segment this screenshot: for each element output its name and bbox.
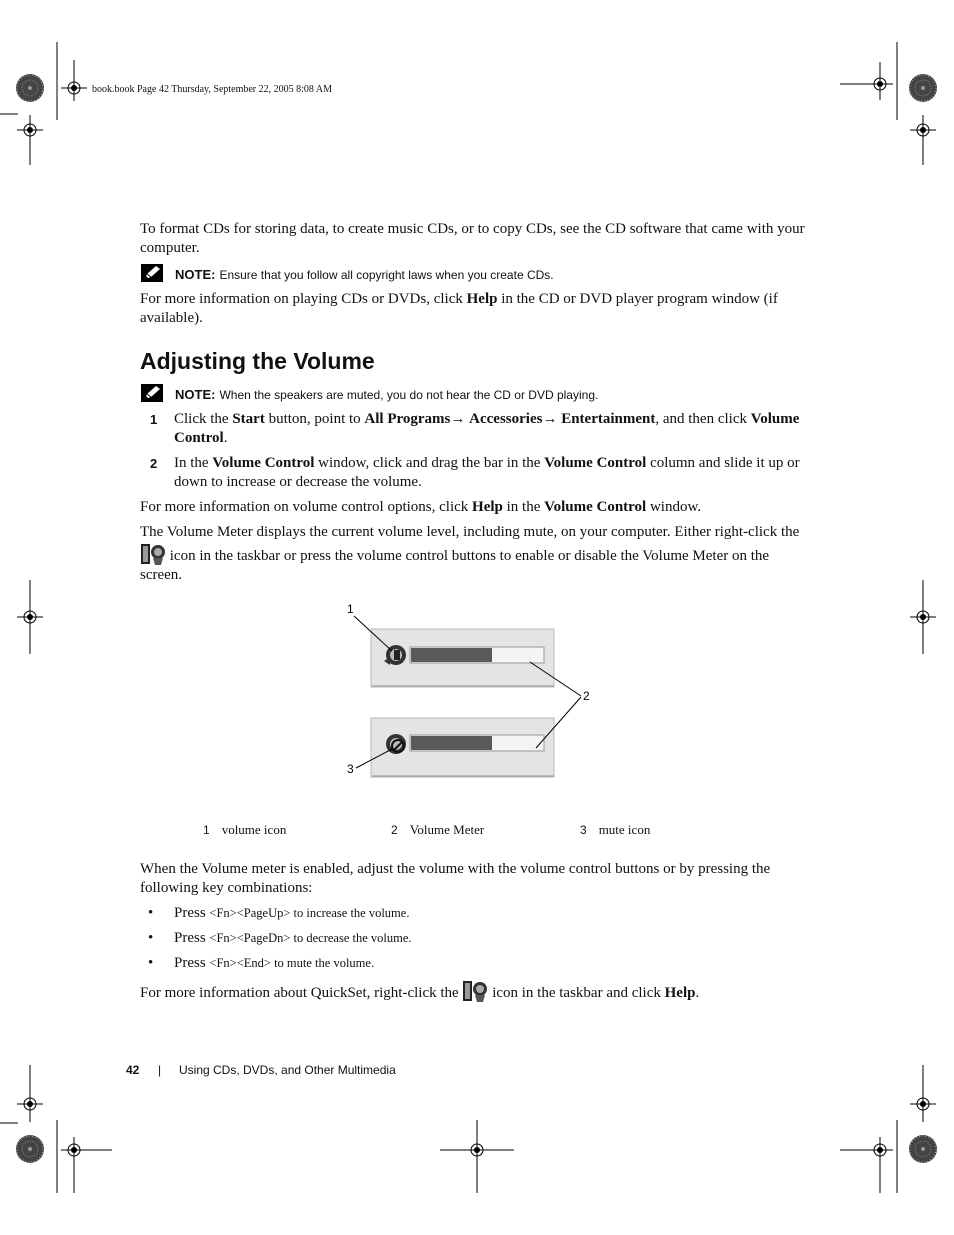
note-copyright (175, 266, 815, 284)
legend-item: 2 Volume Meter (391, 822, 485, 837)
note-label: NOTE: (175, 267, 216, 282)
step-number: 1 (150, 412, 158, 427)
quickset-icon (462, 979, 488, 1003)
paragraph-playing-cds: For more information on playing CDs or DVDs, click Help in the CD or DVD player program window (if available). (140, 291, 778, 326)
note-pencil-icon (141, 384, 163, 402)
volume-meter-figure (340, 598, 600, 788)
step-1-text: Click the Start button, point to All Programs→ Accessories→ Entertainment, and then click Volume Control. (174, 411, 800, 446)
step-number: 2 (150, 456, 158, 471)
callout-2: 2 (583, 689, 590, 703)
note-label: NOTE: (175, 387, 216, 402)
footer-separator: | (158, 1063, 162, 1077)
footer-chapter-title: Using CDs, DVDs, and Other Multimedia (179, 1063, 396, 1077)
paragraph-volume-meter: The Volume Meter displays the current volume level, including mute, on your computer. Either right-click the icon in the taskbar or press the volume control buttons to enable or disable the Volume Meter on the screen. (140, 524, 800, 583)
paragraph-format-cds: To format CDs for storing data, to create music CDs, or to copy CDs, see the CD software that came with your computer. (140, 221, 805, 256)
step-2-text: In the Volume Control window, click and drag the bar in the Volume Control column and slide it up or down to increase or decrease the volume. (174, 455, 800, 490)
volume-meter-fill (411, 736, 492, 750)
paragraph-quickset: For more information about QuickSet, right-click the icon in the taskbar and click Help. (140, 979, 816, 1003)
help-term: Help (466, 291, 498, 307)
note-text: When the speakers are muted, you do not hear the CD or DVD playing. (219, 388, 599, 402)
section-heading: Adjusting the Volume (140, 348, 375, 374)
print-header: book.book Page 42 Thursday, September 22, 2005 8:08 AM (92, 84, 332, 95)
legend-item: 1 volume icon (203, 822, 287, 837)
note-pencil-icon (141, 264, 163, 282)
paragraph-key-combos: When the Volume meter is enabled, adjust the volume with the volume control buttons or by pressing the following key combinations: (140, 861, 771, 896)
bullet-item: • Press <Fn><End> to mute the volume. (148, 955, 375, 971)
note-text: Ensure that you follow all copyright laws when you create CDs. (219, 268, 554, 282)
bullet-item: • Press <Fn><PageUp> to increase the volume. (148, 905, 410, 921)
quickset-icon (140, 542, 166, 566)
volume-meter-fill (411, 648, 492, 662)
legend-item: 3 mute icon (580, 822, 651, 837)
paragraph-volume-options: For more information on volume control options, click Help in the Volume Control window. (140, 499, 702, 515)
note-muted-speakers (175, 386, 815, 404)
bullet-item: • Press <Fn><PageDn> to decrease the volume. (148, 930, 412, 946)
page-number: 42 (126, 1063, 140, 1077)
callout-3: 3 (347, 762, 354, 776)
callout-1: 1 (347, 602, 354, 616)
